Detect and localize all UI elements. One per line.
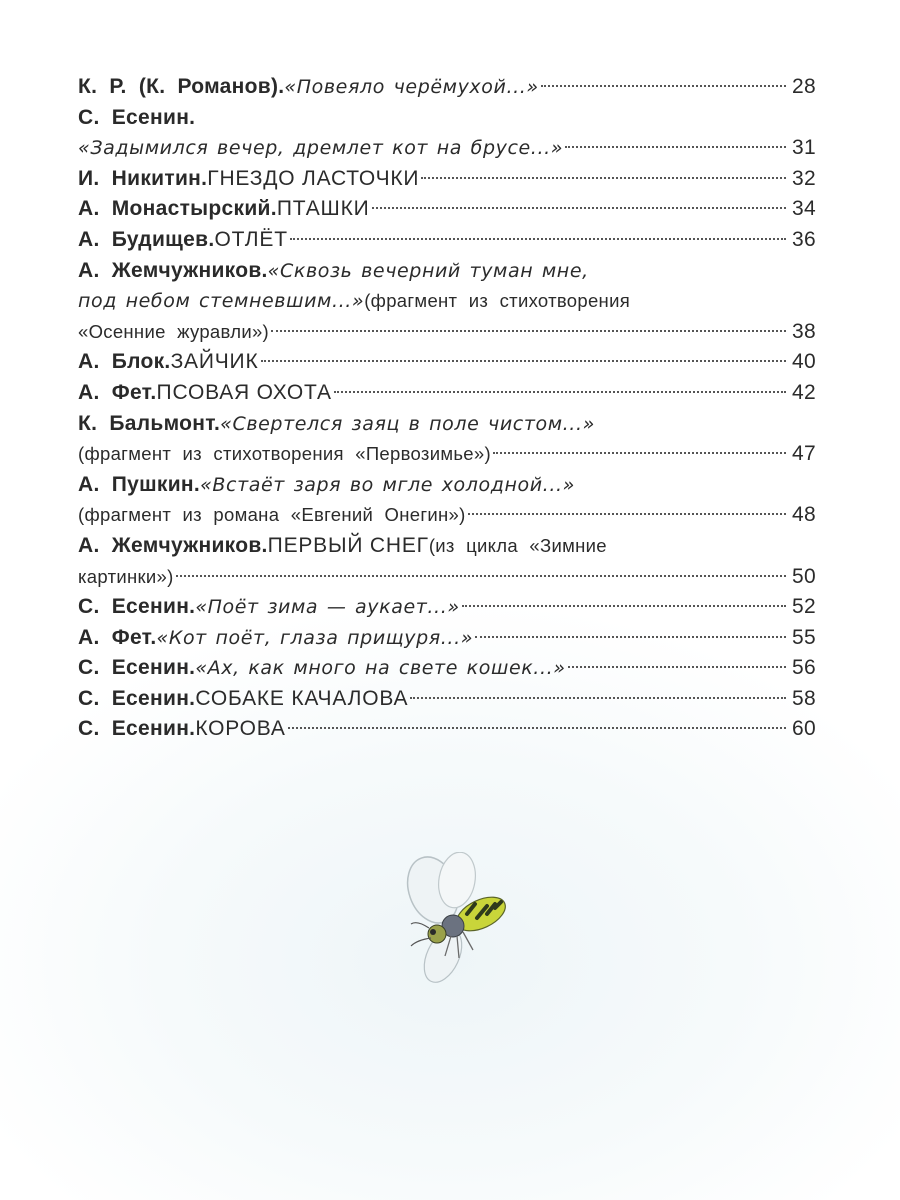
toc-title: «Поёт зима — аукает...» xyxy=(195,596,460,619)
toc-title: «Ах, как много на свете кошек...» xyxy=(195,657,566,680)
toc-entry-line xyxy=(78,562,816,593)
toc-author: А. Жемчужников. xyxy=(78,258,268,282)
toc-author: А. Пушкин. xyxy=(78,472,201,496)
toc-author: К. Бальмонт. xyxy=(78,411,221,435)
toc-author: А. Блок. xyxy=(78,350,171,374)
toc-title: «Задымился вечер, дремлет кот на брусе...» xyxy=(78,137,564,160)
toc-leader-dots xyxy=(541,85,786,87)
toc-entry-line xyxy=(78,623,816,654)
toc-title: ПСОВАЯ ОХОТА xyxy=(156,380,332,404)
toc-author: С. Есенин. xyxy=(78,656,196,680)
toc-entry-line xyxy=(78,439,816,470)
toc-leader-dots xyxy=(493,452,786,454)
toc-title: «Кот поёт, глаза прищуря...» xyxy=(156,626,474,649)
toc-page-number: 48 xyxy=(792,503,816,527)
toc-leader-dots xyxy=(372,207,787,209)
toc-entry-line xyxy=(78,194,816,225)
toc-leader-dots xyxy=(421,177,786,179)
toc-page-number: 58 xyxy=(792,686,816,710)
toc-entry-line xyxy=(78,164,816,195)
toc-entry-line xyxy=(78,592,816,623)
toc-title: ГНЕЗДО ЛАСТОЧКИ xyxy=(207,166,420,190)
toc-leader-dots xyxy=(176,575,786,577)
toc-author: С. Есенин. xyxy=(78,595,196,619)
toc-entry-line xyxy=(78,378,816,409)
toc-title: ЗАЙЧИК xyxy=(170,350,259,374)
toc-page-number: 38 xyxy=(792,319,816,343)
toc-entry-line xyxy=(78,133,816,164)
toc-leader-dots xyxy=(475,636,786,638)
toc-page-number: 47 xyxy=(792,442,816,466)
toc-title: «Встаёт заря во мгле холодной...» xyxy=(200,473,575,496)
toc-entry-line xyxy=(78,531,816,562)
toc-page-number: 52 xyxy=(792,595,816,619)
toc-title: ОТЛЁТ xyxy=(214,227,288,251)
toc-author: И. Никитин. xyxy=(78,166,208,190)
toc-entry-line xyxy=(78,72,816,103)
toc-title: «Повеяло черёмухой...» xyxy=(284,76,539,98)
toc-note: картинки») xyxy=(78,565,174,587)
toc-author: С. Есенин. xyxy=(78,717,196,741)
toc-entry-line xyxy=(78,286,816,317)
toc-entry-line xyxy=(78,500,816,531)
toc-page-number: 34 xyxy=(792,197,816,221)
toc-title: ПЕРВЫЙ СНЕГ xyxy=(267,533,429,557)
bee-icon xyxy=(395,852,525,992)
toc-title: «Свертелся заяц в поле чистом...» xyxy=(220,412,595,435)
toc-page-number: 50 xyxy=(792,564,816,588)
toc-author: А. Монастырский. xyxy=(78,197,277,221)
toc-page-number: 55 xyxy=(792,625,816,649)
toc-leader-dots xyxy=(334,391,786,393)
toc-author: А. Фет. xyxy=(78,625,157,649)
toc-author: С. Есенин. xyxy=(78,105,196,129)
toc-title: КОРОВА xyxy=(195,717,286,741)
toc-author: А. Будищев. xyxy=(78,227,215,251)
toc-entry-line xyxy=(78,103,816,134)
toc-entry-line xyxy=(78,714,816,745)
toc-page-number: 36 xyxy=(792,227,816,251)
table-of-contents xyxy=(78,72,816,745)
toc-leader-dots xyxy=(568,666,786,668)
toc-note: (фрагмент из стихотворения «Первозимье») xyxy=(78,443,491,465)
toc-leader-dots xyxy=(290,238,786,240)
toc-leader-dots xyxy=(288,727,786,729)
toc-author: К. Р. (К. Романов). xyxy=(78,75,285,98)
toc-author: А. Фет. xyxy=(78,380,157,404)
toc-leader-dots xyxy=(565,146,786,148)
toc-title: СОБАКЕ КАЧАЛОВА xyxy=(195,686,409,710)
toc-page-number: 31 xyxy=(792,136,816,160)
toc-leader-dots xyxy=(271,330,786,332)
toc-page-number: 42 xyxy=(792,380,816,404)
toc-leader-dots xyxy=(261,360,787,362)
toc-leader-dots xyxy=(410,697,786,699)
toc-entry-line xyxy=(78,256,816,287)
toc-note: (из цикла «Зимние xyxy=(428,534,607,556)
toc-note: (фрагмент из стихотворения xyxy=(364,290,631,312)
toc-page-number: 28 xyxy=(792,75,816,98)
toc-page-number: 56 xyxy=(792,656,816,680)
toc-author: А. Жемчужников. xyxy=(78,533,268,557)
toc-author: С. Есенин. xyxy=(78,686,196,710)
toc-entry-line xyxy=(78,347,816,378)
toc-entry-line xyxy=(78,653,816,684)
toc-page-number: 40 xyxy=(792,350,816,374)
toc-title: ПТАШКИ xyxy=(276,197,370,221)
toc-entry-line xyxy=(78,225,816,256)
toc-entry-line xyxy=(78,470,816,501)
toc-note: «Осенние журавли») xyxy=(78,320,269,342)
toc-title: под небом стемневшим...» xyxy=(78,290,365,313)
toc-note: (фрагмент из романа «Евгений Онегин») xyxy=(78,504,466,526)
toc-entry-line xyxy=(78,409,816,440)
toc-leader-dots xyxy=(468,513,786,515)
toc-leader-dots xyxy=(462,605,786,607)
toc-entry-line xyxy=(78,317,816,348)
toc-title: «Сквозь вечерний туман мне, xyxy=(267,259,589,282)
toc-page-number: 60 xyxy=(792,717,816,741)
toc-page-number: 32 xyxy=(792,166,816,190)
toc-entry-line xyxy=(78,684,816,715)
